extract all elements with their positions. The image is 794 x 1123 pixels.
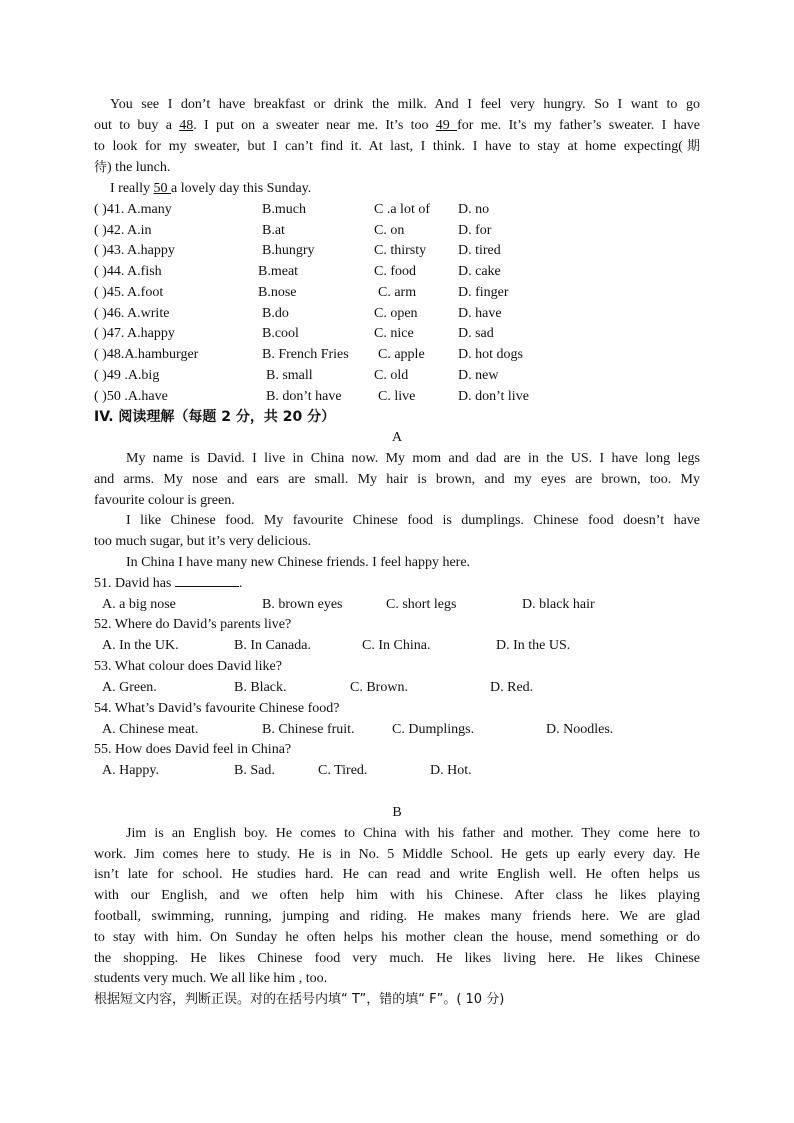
passage-line: My name is David. I live in China now. My mom and dad are in the US. I have long legs (126, 451, 700, 466)
passage-line: with our English, and we often help him with his Chinese. After class he likes playing (94, 888, 700, 903)
question-stem: 52. Where do David’s parents live? (94, 617, 292, 632)
question-stem: 55. How does David feel in China? (94, 742, 292, 757)
answer-blank[interactable] (175, 574, 239, 587)
passage-line: to look for my sweater, but I can’t find it. At last, I think. I have to stay at home expecting(期 (94, 139, 700, 154)
passage-a-label: A (391, 430, 403, 445)
passage-b-label: B (392, 805, 402, 820)
passage-line: I like Chinese food. My favourite Chinese food is dumplings. Chinese food doesn’t have (126, 513, 700, 528)
exam-page: You see I don’t have breakfast or drink the milk. And I feel very hungry. So I want to go out to buy a 48. I put on a sweater near me. It’s too 49 for me. It’s my father’s sweater. I have to look for my sweater, but I can’t find it. At last, I think. I have to stay at home expecting(期 待) the lunch. I really 50 a lovely day this Sunday. ( )41. A.many B.much C .a lot of D. no ( )42. A.in B.at C. on D. for ( )43. A.happy B.hungry C. thirsty D. tired ( )44. A.fish B.meat C. food D. cake ( )45. A.foot B.nose C. arm D. finger ( )46. A.write B.do C. open D. have ( )47. A.happy B.cool C. nice D. sad ( )48.A.hamburger B. French Fries C. apple D. hot dogs ( )49 .A.big B. small C. old D. new ( )50 .A.have B. don’t have C. live D. don’t live IV. 阅读理解（每题 2 分，共 20 分） A My name is David. I live in China now. My mom and dad are in the US. I have long legs and arms. My nose and ears are small. My hair is brown, and my eyes are brown, too. My favourite colour is green. I like Chinese food. My favourite Chinese food is dumplings. Chinese food doesn’t have too much sugar, but it’s very delicious. In China I have many new Chinese friends. I feel happy here. 51. David has . A. a big nose B. brown eyes C. short legs D. black hair 52. Where do David’s parents live? A. In the UK. B. In Canada. C. In China. D. In the US. 53. What colour does David like? A. Green. B. Black. C. Brown. D. Red. 54. What’s David’s favourite Chinese food? A. Chinese meat. B. Chinese fruit. C. Dumplings. D. Noodles. 55. How does David feel in China? A. Happy. B. Sad. C. Tired. D. Hot. B Jim is an English boy. He comes to China with his father and mother. They come here to work. Jim comes here to study. He is in No. 5 Middle School. He gets up early every day. He isn’t late for school. He studies hard. He can read and write English well. He often helps us with our English, and we often help him with his Chinese. After class he likes playing football, swimming, running, jumping and riding. He makes many friends here. We are glad to stay with him. On Sunday he often helps his mother clean the house, mend something or do the shopping. He likes Chinese food very much. He likes living here. He likes Chinese students very much. We all like him , too. 根据短文内容，判断正误。对的在括号内填“ T”，错的填“ F”。( 10 分) (0, 0, 794, 1123)
passage-line: football, swimming, running, jumping and riding. He makes many friends here. We are glad (94, 909, 700, 924)
passage-line: isn’t late for school. He studies hard. He can read and write English well. He often helps us (94, 867, 700, 882)
blank-48: 48 (179, 118, 194, 133)
passage-line: students very much. We all like him , too. (94, 971, 328, 986)
passage-line: Jim is an English boy. He comes to China with his father and mother. They come here to (126, 826, 700, 841)
question-stem: 54. What’s David’s favourite Chinese food? (94, 701, 340, 716)
section-heading: IV. 阅读理解（每题 2 分，共 20 分） (94, 409, 336, 425)
passage-line: out to buy a 48. I put on a sweater near me. It’s too 49 for me. It’s my father’s sweater. I have (94, 118, 700, 133)
question-stem: 53. What colour does David like? (94, 659, 282, 674)
question-stem: 51. David has . (94, 576, 243, 591)
true-false-instruction: 根据短文内容，判断正误。对的在括号内填“ T”，错的填“ F”。( 10 分) (94, 992, 505, 1007)
passage-line: to stay with him. On Sunday he often helps his mother clean the house, mend something or do (94, 930, 700, 945)
blank-50: 50 (153, 181, 172, 196)
passage-line: favourite colour is green. (94, 493, 235, 508)
passage-line: 待) the lunch. (94, 160, 171, 175)
passage-line: and arms. My nose and ears are small. My hair is brown, and my eyes are brown, too. My (94, 472, 700, 487)
passage-line: In China I have many new Chinese friends. I feel happy here. (126, 555, 471, 570)
passage-line: too much sugar, but it’s very delicious. (94, 534, 312, 549)
passage-line: work. Jim comes here to study. He is in No. 5 Middle School. He gets up early every day. He (94, 847, 700, 862)
passage-line: You see I don’t have breakfast or drink the milk. And I feel very hungry. So I want to go (110, 97, 700, 112)
passage-line: the shopping. He likes Chinese food very much. He likes living here. He likes Chinese (94, 951, 700, 966)
blank-49: 49 (435, 118, 458, 133)
passage-line: I really 50 a lovely day this Sunday. (110, 181, 312, 196)
